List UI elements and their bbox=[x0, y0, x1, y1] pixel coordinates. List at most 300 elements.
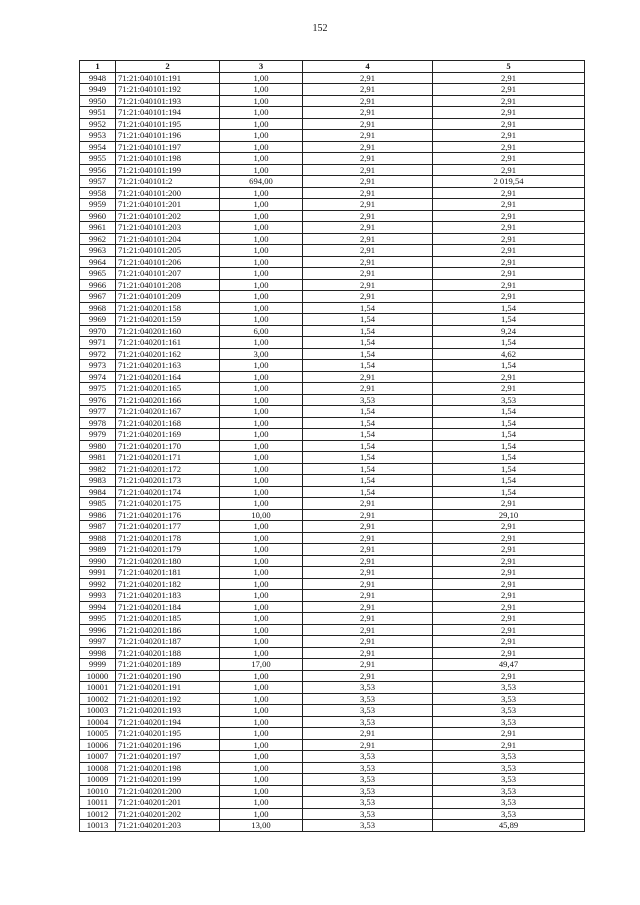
table-row bbox=[80, 463, 585, 475]
table-row bbox=[80, 475, 585, 487]
amount-cell: 2,91 bbox=[433, 521, 585, 533]
cadastral-number-cell: 71:21:040201:169 bbox=[116, 429, 220, 441]
table-row bbox=[80, 452, 585, 464]
area-cell: 1,00 bbox=[220, 785, 303, 797]
amount-cell: 3,53 bbox=[433, 785, 585, 797]
rate-cell: 1,54 bbox=[303, 417, 433, 429]
cadastral-number-cell: 71:21:040201:178 bbox=[116, 532, 220, 544]
rate-cell: 2,91 bbox=[303, 84, 433, 96]
row-number-cell: 9965 bbox=[80, 268, 116, 280]
table-row bbox=[80, 486, 585, 498]
rate-cell: 2,91 bbox=[303, 567, 433, 579]
area-cell: 1,00 bbox=[220, 337, 303, 349]
rate-cell: 1,54 bbox=[303, 440, 433, 452]
table-row bbox=[80, 141, 585, 153]
row-number-cell: 9987 bbox=[80, 521, 116, 533]
table-row bbox=[80, 95, 585, 107]
amount-cell: 2,91 bbox=[433, 728, 585, 740]
area-cell: 1,00 bbox=[220, 84, 303, 96]
rate-cell: 2,91 bbox=[303, 659, 433, 671]
area-cell: 1,00 bbox=[220, 808, 303, 820]
rate-cell: 2,91 bbox=[303, 164, 433, 176]
rate-cell: 1,54 bbox=[303, 348, 433, 360]
table-row bbox=[80, 199, 585, 211]
rate-cell: 2,91 bbox=[303, 636, 433, 648]
area-cell: 1,00 bbox=[220, 153, 303, 165]
area-cell: 1,00 bbox=[220, 544, 303, 556]
column-header: 2 bbox=[116, 61, 220, 73]
cadastral-number-cell: 71:21:040201:184 bbox=[116, 601, 220, 613]
amount-cell: 1,54 bbox=[433, 486, 585, 498]
table-row bbox=[80, 130, 585, 142]
row-number-cell: 10008 bbox=[80, 762, 116, 774]
rate-cell: 2,91 bbox=[303, 383, 433, 395]
table-row bbox=[80, 624, 585, 636]
amount-cell: 2,91 bbox=[433, 567, 585, 579]
row-number-cell: 9964 bbox=[80, 256, 116, 268]
row-number-cell: 9979 bbox=[80, 429, 116, 441]
table-row bbox=[80, 371, 585, 383]
area-cell: 3,00 bbox=[220, 348, 303, 360]
amount-cell: 2,91 bbox=[433, 199, 585, 211]
rate-cell: 2,91 bbox=[303, 728, 433, 740]
table-row bbox=[80, 636, 585, 648]
rate-cell: 2,91 bbox=[303, 647, 433, 659]
table-row bbox=[80, 532, 585, 544]
cadastral-number-cell: 71:21:040201:167 bbox=[116, 406, 220, 418]
table-row bbox=[80, 820, 585, 832]
rate-cell: 3,53 bbox=[303, 682, 433, 694]
area-cell: 1,00 bbox=[220, 532, 303, 544]
area-cell: 1,00 bbox=[220, 440, 303, 452]
rate-cell: 1,54 bbox=[303, 314, 433, 326]
amount-cell: 3,53 bbox=[433, 394, 585, 406]
area-cell: 1,00 bbox=[220, 360, 303, 372]
rate-cell: 2,91 bbox=[303, 578, 433, 590]
amount-cell: 1,54 bbox=[433, 360, 585, 372]
rate-cell: 3,53 bbox=[303, 774, 433, 786]
amount-cell: 2,91 bbox=[433, 555, 585, 567]
row-number-cell: 9990 bbox=[80, 555, 116, 567]
rate-cell: 3,53 bbox=[303, 808, 433, 820]
table-row bbox=[80, 521, 585, 533]
amount-cell: 2,91 bbox=[433, 279, 585, 291]
row-number-cell: 10006 bbox=[80, 739, 116, 751]
cadastral-number-cell: 71:21:040201:176 bbox=[116, 509, 220, 521]
row-number-cell: 9985 bbox=[80, 498, 116, 510]
cadastral-number-cell: 71:21:040201:163 bbox=[116, 360, 220, 372]
rate-cell: 3,53 bbox=[303, 716, 433, 728]
rate-cell: 2,91 bbox=[303, 210, 433, 222]
amount-cell: 3,53 bbox=[433, 716, 585, 728]
cadastral-number-cell: 71:21:040101:207 bbox=[116, 268, 220, 280]
cadastral-number-cell: 71:21:040101:195 bbox=[116, 118, 220, 130]
row-number-cell: 9996 bbox=[80, 624, 116, 636]
cadastral-number-cell: 71:21:040201:188 bbox=[116, 647, 220, 659]
row-number-cell: 9999 bbox=[80, 659, 116, 671]
amount-cell: 2,91 bbox=[433, 647, 585, 659]
row-number-cell: 10013 bbox=[80, 820, 116, 832]
amount-cell: 1,54 bbox=[433, 337, 585, 349]
table-row bbox=[80, 84, 585, 96]
cadastral-number-cell: 71:21:040201:180 bbox=[116, 555, 220, 567]
amount-cell: 1,54 bbox=[433, 417, 585, 429]
table-row bbox=[80, 659, 585, 671]
area-cell: 13,00 bbox=[220, 820, 303, 832]
row-number-cell: 9948 bbox=[80, 72, 116, 84]
amount-cell: 2,91 bbox=[433, 187, 585, 199]
column-header: 3 bbox=[220, 61, 303, 73]
cadastral-number-cell: 71:21:040201:191 bbox=[116, 682, 220, 694]
cadastral-number-cell: 71:21:040101:197 bbox=[116, 141, 220, 153]
cadastral-number-cell: 71:21:040201:199 bbox=[116, 774, 220, 786]
table-row bbox=[80, 601, 585, 613]
area-cell: 1,00 bbox=[220, 210, 303, 222]
cadastral-number-cell: 71:21:040201:186 bbox=[116, 624, 220, 636]
area-cell: 1,00 bbox=[220, 72, 303, 84]
table-row bbox=[80, 406, 585, 418]
amount-cell: 2,91 bbox=[433, 383, 585, 395]
table-row bbox=[80, 187, 585, 199]
amount-cell: 2,91 bbox=[433, 245, 585, 257]
page-number: 152 bbox=[312, 23, 328, 34]
rate-cell: 2,91 bbox=[303, 233, 433, 245]
table-row bbox=[80, 325, 585, 337]
cadastral-number-cell: 71:21:040101:200 bbox=[116, 187, 220, 199]
area-cell: 1,00 bbox=[220, 647, 303, 659]
area-cell: 1,00 bbox=[220, 452, 303, 464]
area-cell: 1,00 bbox=[220, 279, 303, 291]
row-number-cell: 9962 bbox=[80, 233, 116, 245]
amount-cell: 2,91 bbox=[433, 544, 585, 556]
amount-cell: 2,91 bbox=[433, 590, 585, 602]
amount-cell: 2,91 bbox=[433, 371, 585, 383]
table-row bbox=[80, 440, 585, 452]
table-row bbox=[80, 210, 585, 222]
cadastral-number-cell: 71:21:040201:164 bbox=[116, 371, 220, 383]
amount-cell: 49,47 bbox=[433, 659, 585, 671]
table-row bbox=[80, 797, 585, 809]
table-row bbox=[80, 429, 585, 441]
row-number-cell: 9986 bbox=[80, 509, 116, 521]
row-number-cell: 9977 bbox=[80, 406, 116, 418]
cadastral-number-cell: 71:21:040101:204 bbox=[116, 233, 220, 245]
table-row bbox=[80, 164, 585, 176]
rate-cell: 3,53 bbox=[303, 785, 433, 797]
area-cell: 1,00 bbox=[220, 141, 303, 153]
table-row bbox=[80, 245, 585, 257]
row-number-cell: 10001 bbox=[80, 682, 116, 694]
cadastral-number-cell: 71:21:040101:196 bbox=[116, 130, 220, 142]
rate-cell: 2,91 bbox=[303, 141, 433, 153]
area-cell: 1,00 bbox=[220, 107, 303, 119]
amount-cell: 2,91 bbox=[433, 613, 585, 625]
area-cell: 1,00 bbox=[220, 130, 303, 142]
row-number-cell: 9949 bbox=[80, 84, 116, 96]
cadastral-number-cell: 71:21:040101:205 bbox=[116, 245, 220, 257]
cadastral-number-cell: 71:21:040201:203 bbox=[116, 820, 220, 832]
area-cell: 1,00 bbox=[220, 521, 303, 533]
table-row bbox=[80, 176, 585, 188]
rate-cell: 2,91 bbox=[303, 521, 433, 533]
amount-cell: 2,91 bbox=[433, 130, 585, 142]
table-row bbox=[80, 670, 585, 682]
row-number-cell: 9959 bbox=[80, 199, 116, 211]
area-cell: 17,00 bbox=[220, 659, 303, 671]
area-cell: 1,00 bbox=[220, 498, 303, 510]
cadastral-number-cell: 71:21:040201:181 bbox=[116, 567, 220, 579]
amount-cell: 2,91 bbox=[433, 233, 585, 245]
rate-cell: 2,91 bbox=[303, 291, 433, 303]
amount-cell: 3,53 bbox=[433, 797, 585, 809]
cadastral-number-cell: 71:21:040201:165 bbox=[116, 383, 220, 395]
table-row bbox=[80, 107, 585, 119]
row-number-cell: 9963 bbox=[80, 245, 116, 257]
amount-cell: 2,91 bbox=[433, 141, 585, 153]
table-row bbox=[80, 394, 585, 406]
cadastral-number-cell: 71:21:040201:194 bbox=[116, 716, 220, 728]
area-cell: 1,00 bbox=[220, 406, 303, 418]
rate-cell: 2,91 bbox=[303, 544, 433, 556]
cadastral-number-cell: 71:21:040201:201 bbox=[116, 797, 220, 809]
area-cell: 1,00 bbox=[220, 268, 303, 280]
area-cell: 1,00 bbox=[220, 705, 303, 717]
row-number-cell: 9969 bbox=[80, 314, 116, 326]
amount-cell: 2,91 bbox=[433, 498, 585, 510]
area-cell: 1,00 bbox=[220, 475, 303, 487]
table-row bbox=[80, 383, 585, 395]
row-number-cell: 9997 bbox=[80, 636, 116, 648]
cadastral-number-cell: 71:21:040201:170 bbox=[116, 440, 220, 452]
amount-cell: 1,54 bbox=[433, 475, 585, 487]
table-row bbox=[80, 118, 585, 130]
cadastral-number-cell: 71:21:040201:172 bbox=[116, 463, 220, 475]
table-row bbox=[80, 785, 585, 797]
amount-cell: 2,91 bbox=[433, 210, 585, 222]
row-number-cell: 9995 bbox=[80, 613, 116, 625]
cadastral-number-cell: 71:21:040201:197 bbox=[116, 751, 220, 763]
rate-cell: 2,91 bbox=[303, 72, 433, 84]
amount-cell: 1,54 bbox=[433, 452, 585, 464]
area-cell: 1,00 bbox=[220, 613, 303, 625]
row-number-cell: 9950 bbox=[80, 95, 116, 107]
rate-cell: 2,91 bbox=[303, 624, 433, 636]
row-number-cell: 9955 bbox=[80, 153, 116, 165]
rate-cell: 2,91 bbox=[303, 107, 433, 119]
rate-cell: 2,91 bbox=[303, 509, 433, 521]
area-cell: 1,00 bbox=[220, 95, 303, 107]
row-number-cell: 9989 bbox=[80, 544, 116, 556]
row-number-cell: 9976 bbox=[80, 394, 116, 406]
area-cell: 1,00 bbox=[220, 636, 303, 648]
amount-cell: 2,91 bbox=[433, 291, 585, 303]
rate-cell: 1,54 bbox=[303, 360, 433, 372]
amount-cell: 3,53 bbox=[433, 705, 585, 717]
amount-cell: 3,53 bbox=[433, 762, 585, 774]
column-header: 5 bbox=[433, 61, 585, 73]
table-row bbox=[80, 279, 585, 291]
row-number-cell: 10010 bbox=[80, 785, 116, 797]
column-header: 1 bbox=[80, 61, 116, 73]
row-number-cell: 9957 bbox=[80, 176, 116, 188]
area-cell: 1,00 bbox=[220, 486, 303, 498]
area-cell: 6,00 bbox=[220, 325, 303, 337]
row-number-cell: 10011 bbox=[80, 797, 116, 809]
table-row bbox=[80, 348, 585, 360]
area-cell: 1,00 bbox=[220, 463, 303, 475]
amount-cell: 2,91 bbox=[433, 624, 585, 636]
table-row bbox=[80, 555, 585, 567]
row-number-cell: 9971 bbox=[80, 337, 116, 349]
area-cell: 1,00 bbox=[220, 394, 303, 406]
area-cell: 1,00 bbox=[220, 601, 303, 613]
table-row bbox=[80, 291, 585, 303]
amount-cell: 1,54 bbox=[433, 406, 585, 418]
rate-cell: 2,91 bbox=[303, 187, 433, 199]
row-number-cell: 9961 bbox=[80, 222, 116, 234]
row-number-cell: 9984 bbox=[80, 486, 116, 498]
row-number-cell: 9978 bbox=[80, 417, 116, 429]
row-number-cell: 10000 bbox=[80, 670, 116, 682]
amount-cell: 3,53 bbox=[433, 774, 585, 786]
area-cell: 1,00 bbox=[220, 417, 303, 429]
table-header-row bbox=[80, 61, 585, 73]
area-cell: 1,00 bbox=[220, 682, 303, 694]
cadastral-number-cell: 71:21:040101:191 bbox=[116, 72, 220, 84]
amount-cell: 2,91 bbox=[433, 164, 585, 176]
row-number-cell: 9993 bbox=[80, 590, 116, 602]
rate-cell: 1,54 bbox=[303, 302, 433, 314]
cadastral-number-cell: 71:21:040201:190 bbox=[116, 670, 220, 682]
area-cell: 1,00 bbox=[220, 624, 303, 636]
row-number-cell: 9998 bbox=[80, 647, 116, 659]
row-number-cell: 9982 bbox=[80, 463, 116, 475]
row-number-cell: 9973 bbox=[80, 360, 116, 372]
row-number-cell: 9968 bbox=[80, 302, 116, 314]
column-header: 4 bbox=[303, 61, 433, 73]
amount-cell: 2 019,54 bbox=[433, 176, 585, 188]
area-cell: 1,00 bbox=[220, 429, 303, 441]
area-cell: 694,00 bbox=[220, 176, 303, 188]
rate-cell: 2,91 bbox=[303, 498, 433, 510]
rate-cell: 2,91 bbox=[303, 176, 433, 188]
rate-cell: 3,53 bbox=[303, 693, 433, 705]
table-row bbox=[80, 613, 585, 625]
cadastral-number-cell: 71:21:040201:175 bbox=[116, 498, 220, 510]
amount-cell: 1,54 bbox=[433, 463, 585, 475]
table-row bbox=[80, 314, 585, 326]
cadastral-number-cell: 71:21:040101:208 bbox=[116, 279, 220, 291]
cadastral-number-cell: 71:21:040201:171 bbox=[116, 452, 220, 464]
cadastral-number-cell: 71:21:040101:198 bbox=[116, 153, 220, 165]
amount-cell: 29,10 bbox=[433, 509, 585, 521]
table-body bbox=[80, 72, 585, 831]
rate-cell: 1,54 bbox=[303, 406, 433, 418]
amount-cell: 3,53 bbox=[433, 682, 585, 694]
data-table bbox=[79, 60, 585, 832]
cadastral-number-cell: 71:21:040201:187 bbox=[116, 636, 220, 648]
row-number-cell: 9956 bbox=[80, 164, 116, 176]
rate-cell: 2,91 bbox=[303, 199, 433, 211]
area-cell: 1,00 bbox=[220, 728, 303, 740]
amount-cell: 9,24 bbox=[433, 325, 585, 337]
rate-cell: 2,91 bbox=[303, 279, 433, 291]
rate-cell: 3,53 bbox=[303, 797, 433, 809]
area-cell: 1,00 bbox=[220, 739, 303, 751]
rate-cell: 2,91 bbox=[303, 256, 433, 268]
cadastral-number-cell: 71:21:040201:174 bbox=[116, 486, 220, 498]
cadastral-number-cell: 71:21:040201:160 bbox=[116, 325, 220, 337]
rate-cell: 1,54 bbox=[303, 337, 433, 349]
table-row bbox=[80, 268, 585, 280]
amount-cell: 2,91 bbox=[433, 107, 585, 119]
cadastral-number-cell: 71:21:040201:159 bbox=[116, 314, 220, 326]
cadastral-number-cell: 71:21:040201:173 bbox=[116, 475, 220, 487]
row-number-cell: 10007 bbox=[80, 751, 116, 763]
rate-cell: 3,53 bbox=[303, 820, 433, 832]
rate-cell: 2,91 bbox=[303, 268, 433, 280]
rate-cell: 3,53 bbox=[303, 394, 433, 406]
amount-cell: 2,91 bbox=[433, 601, 585, 613]
area-cell: 1,00 bbox=[220, 371, 303, 383]
area-cell: 1,00 bbox=[220, 555, 303, 567]
rate-cell: 2,91 bbox=[303, 590, 433, 602]
amount-cell: 2,91 bbox=[433, 118, 585, 130]
rate-cell: 2,91 bbox=[303, 739, 433, 751]
amount-cell: 3,53 bbox=[433, 693, 585, 705]
area-cell: 1,00 bbox=[220, 256, 303, 268]
amount-cell: 2,91 bbox=[433, 84, 585, 96]
cadastral-number-cell: 71:21:040201:189 bbox=[116, 659, 220, 671]
cadastral-number-cell: 71:21:040101:209 bbox=[116, 291, 220, 303]
table-row bbox=[80, 808, 585, 820]
area-cell: 1,00 bbox=[220, 762, 303, 774]
area-cell: 1,00 bbox=[220, 199, 303, 211]
amount-cell: 45,89 bbox=[433, 820, 585, 832]
area-cell: 1,00 bbox=[220, 751, 303, 763]
table-row bbox=[80, 716, 585, 728]
row-number-cell: 10002 bbox=[80, 693, 116, 705]
area-cell: 10,00 bbox=[220, 509, 303, 521]
area-cell: 1,00 bbox=[220, 567, 303, 579]
cadastral-number-cell: 71:21:040101:193 bbox=[116, 95, 220, 107]
rate-cell: 2,91 bbox=[303, 601, 433, 613]
table-row bbox=[80, 567, 585, 579]
amount-cell: 2,91 bbox=[433, 153, 585, 165]
table-row bbox=[80, 578, 585, 590]
cadastral-number-cell: 71:21:040101:2 bbox=[116, 176, 220, 188]
rate-cell: 2,91 bbox=[303, 670, 433, 682]
amount-cell: 4,62 bbox=[433, 348, 585, 360]
cadastral-number-cell: 71:21:040201:192 bbox=[116, 693, 220, 705]
amount-cell: 2,91 bbox=[433, 95, 585, 107]
cadastral-number-cell: 71:21:040201:185 bbox=[116, 613, 220, 625]
area-cell: 1,00 bbox=[220, 670, 303, 682]
cadastral-number-cell: 71:21:040201:196 bbox=[116, 739, 220, 751]
table-row bbox=[80, 256, 585, 268]
amount-cell: 2,91 bbox=[433, 72, 585, 84]
rate-cell: 3,53 bbox=[303, 762, 433, 774]
table-row bbox=[80, 233, 585, 245]
table-row bbox=[80, 693, 585, 705]
amount-cell: 2,91 bbox=[433, 636, 585, 648]
amount-cell: 2,91 bbox=[433, 256, 585, 268]
area-cell: 1,00 bbox=[220, 774, 303, 786]
area-cell: 1,00 bbox=[220, 302, 303, 314]
table-row bbox=[80, 739, 585, 751]
cadastral-number-cell: 71:21:040201:161 bbox=[116, 337, 220, 349]
amount-cell: 1,54 bbox=[433, 440, 585, 452]
